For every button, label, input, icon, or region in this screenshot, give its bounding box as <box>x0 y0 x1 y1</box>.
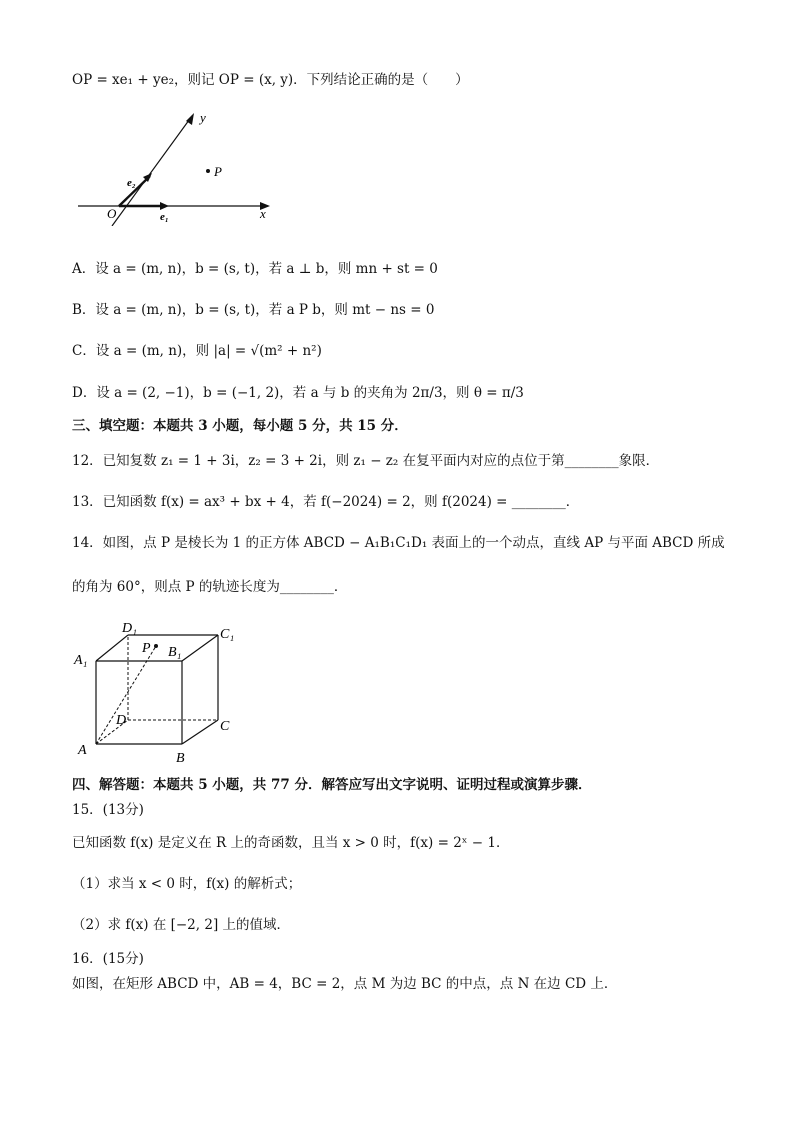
cube-point-p <box>154 644 158 648</box>
cube-label-a: A <box>78 743 87 758</box>
cube-label-d1: D₁ <box>122 621 137 636</box>
point-p-label: P <box>214 164 222 179</box>
question-14-line-2: 的角为 60°，则点 P 的轨迹长度为________． <box>72 579 348 595</box>
x-axis-label: x <box>260 206 266 221</box>
section-3-heading: 三、填空题：本题共 3 小题，每小题 5 分，共 15 分． <box>72 418 408 434</box>
cube-label-d: D <box>116 713 127 728</box>
cube-label-a1: A₁ <box>74 653 88 668</box>
vector-basis-figure <box>72 104 282 226</box>
question-16-stem: 如图，在矩形 ABCD 中，AB = 4，BC = 2，点 M 为边 BC 的中点，点 N 在边 CD 上． <box>72 976 618 992</box>
option-d: D．设 a = (2, −1)，b = (−1, 2)，若 a 与 b 的夹角为 2π/3，则 θ = π/3 <box>72 385 524 401</box>
cube-label-c1: C₁ <box>220 627 235 642</box>
option-b: B．设 a = (m, n)，b = (s, t)，若 a P b，则 mt − ns = 0 <box>72 302 435 318</box>
option-a: A．设 a = (m, n)，b = (s, t)，若 a ⊥ b，则 mn + st = 0 <box>72 261 438 277</box>
cube-figure <box>72 620 247 770</box>
y-axis-label: y <box>200 110 206 125</box>
cube-label-p: P <box>142 641 151 656</box>
question-12: 12．已知复数 z₁ = 1 + 3i，z₂ = 3 + 2i，则 z₁ − z₂ 在复平面内对应的点位于第________象限． <box>72 453 660 469</box>
question-15-part-1: （1）求当 x < 0 时，f(x) 的解析式； <box>72 876 302 892</box>
e2-label: e₂ <box>127 177 136 189</box>
question-16-header: 16．(15分) <box>72 951 144 967</box>
option-c: C．设 a = (m, n)，则 |a| = √(m² + n²) <box>72 343 322 359</box>
question-15-stem: 已知函数 f(x) 是定义在 R 上的奇函数，且当 x > 0 时，f(x) = 2ˣ − 1． <box>72 835 510 851</box>
section-4-heading: 四、解答题：本题共 5 小题，共 77 分．解答应写出文字说明、证明过程或演算步骤． <box>72 777 592 793</box>
question-15-header: 15．(13分) <box>72 802 144 818</box>
cube-label-b: B <box>176 751 185 766</box>
origin-label: O <box>107 206 117 221</box>
question-13: 13．已知函数 f(x) = ax³ + bx + 4，若 f(−2024) = 2，则 f(2024) = ________． <box>72 494 580 510</box>
e1-label: e₁ <box>160 211 169 223</box>
y-axis <box>112 116 192 226</box>
cube-label-c: C <box>220 719 230 734</box>
point-p <box>206 169 210 173</box>
question-15-part-2: （2）求 f(x) 在 [−2, 2] 上的值域． <box>72 917 291 933</box>
e1-arrow-icon <box>160 202 169 210</box>
question-14-line-1: 14．如图，点 P 是棱长为 1 的正方体 ABCD − A₁B₁C₁D₁ 表面上的一个动点，直线 AP 与平面 ABCD 所成 <box>72 535 725 551</box>
intro-line: OP = xe₁ + ye₂，则记 OP = (x, y)．下列结论正确的是（ ） <box>72 72 469 88</box>
cube-label-b1: B₁ <box>168 645 182 660</box>
